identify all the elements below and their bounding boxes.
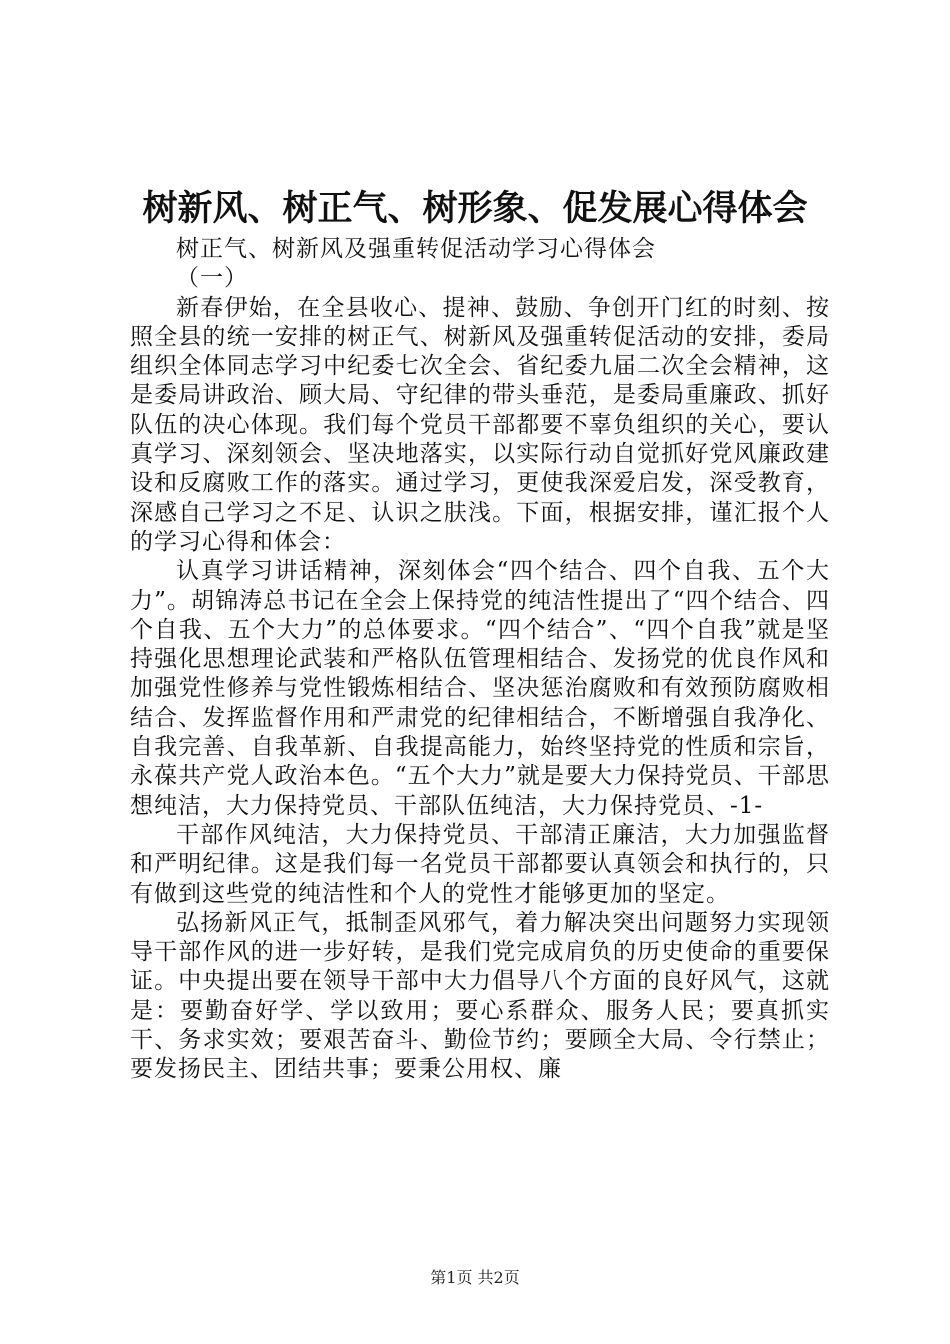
paragraph-3: 干部作风纯洁，大力保持党员、干部清正廉洁，大力加强监督和严明纪律。这是我们每一名党员干部都要认真领会和执行的，只有做到这些党的纯洁性和个人的党性才能够更加的坚定。 xyxy=(130,821,830,907)
document-body xyxy=(130,235,830,1085)
paragraph-4: 弘扬新风正气，抵制歪风邪气，着力解决突出问题努力实现领导干部作风的进一步好转，是我们党完成肩负的历史使命的重要保证。中央提出要在领导干部中大力倡导八个方面的良好风气，这就是：要勤奋好学、学以致用；要心系群众、服务人民；要真抓实干、务求实效；要艰苦奋斗、勤俭节约；要顾全大局、令行禁止；要发扬民主、团结共事；要秉公用权、廉 xyxy=(130,909,830,1083)
section-marker: （一） xyxy=(176,265,248,292)
page-footer: 第1页 共2页 xyxy=(430,1268,520,1287)
document-title: 树新风、树正气、树形象、促发展心得体会 xyxy=(142,188,808,229)
paragraph-2: 认真学习讲话精神，深刻体会“四个结合、四个自我、五个大力”。胡锦涛总书记在全会上保持党的纯洁性提出了“四个结合、四个自我、五个大力”的总体要求。“四个结合”、“四个自我”就是坚持强化思想理论武装和严格队伍管理相结合、发扬党的优良作风和加强党性修养与党性锻炼相结合、坚决惩治腐败和有效预防腐败相结合、发挥监督作用和严肃党的纪律相结合，不断增强自我净化、自我完善、自我革新、自我提高能力，始终坚持党的性质和宗旨，永葆共产党人政治本色。“五个大力”就是要大力保持党员、干部思想纯洁，大力保持党员、干部队伍纯洁，大力保持党员、-1- xyxy=(130,558,830,819)
document-subtitle: 树正气、树新风及强重转促活动学习心得体会 xyxy=(176,236,656,262)
paragraph-1: 新春伊始，在全县收心、提神、鼓励、争创开门红的时刻、按照全县的统一安排的树正气、树新风及强重转促活动的安排，委局组织全体同志学习中纪委七次全会、省纪委九届二次全会精神，这是委局讲政治、顾大局、守纪律的带头垂范，是委局重廉政、抓好队伍的决心体现。我们每个党员干部都要不辜负组织的关心，要认真学习、深刻领会、坚决地落实，以实际行动自觉抓好党风廉政建设和反腐败工作的落实。通过学习，更使我深爱启发，深受教育，深感自己学习之不足、认识之肤浅。下面，根据安排，谨汇报个人的学习心得和体会： xyxy=(130,294,830,555)
